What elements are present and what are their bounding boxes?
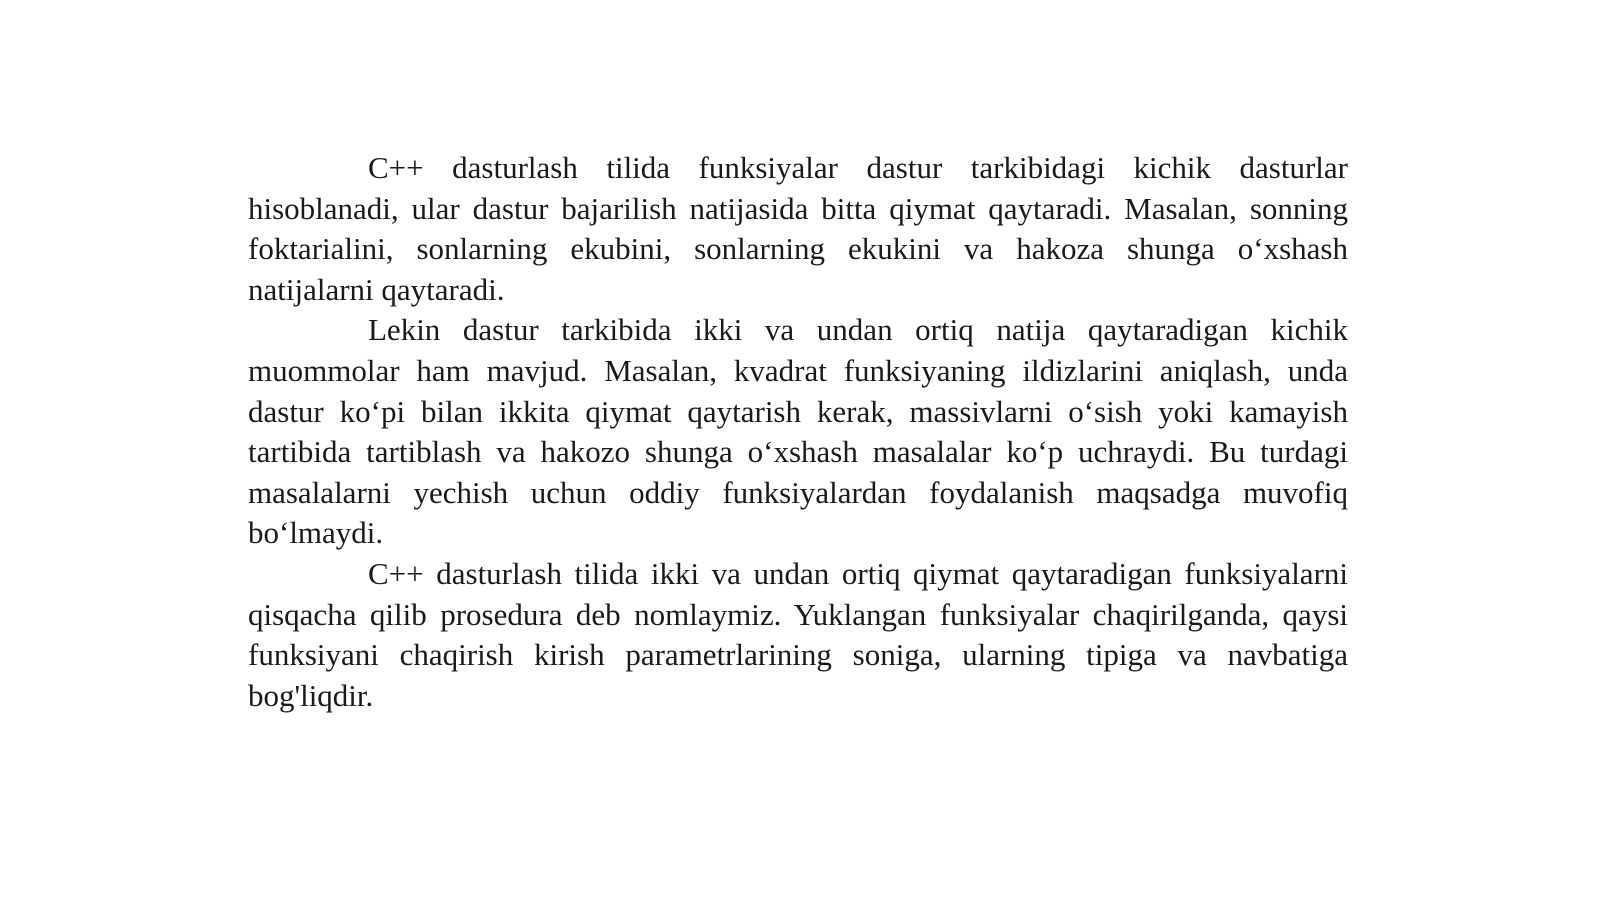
body-text	[248, 148, 1348, 716]
paragraph-1: C++ dasturlash tilida funksiyalar dastur tarkibidagi kichik dasturlar hisoblanadi, ular dastur bajarilish natijasida bitta qiymat qaytaradi. Masalan, sonning foktarialini, sonlarning ekubini, sonlarning ekukini va hakoza shunga o‘xshash natijalarni qaytaradi.	[248, 150, 1348, 307]
paragraph-2: Lekin dastur tarkibida ikki va undan ortiq natija qaytaradigan kichik muommolar ham mavjud. Masalan, kvadrat funksiyaning ildizlarini aniqlash, unda dastur ko‘pi bilan ikkita qiymat qaytarish kerak, massivlarni o‘sish yoki kamayish tartibida tartiblash va hakozo shunga o‘xshash masalalar ko‘p uchraydi. Bu turdagi masalalarni yechish uchun oddiy funksiyalardan foydalanish maqsadga muvofiq bo‘lmaydi.	[248, 312, 1348, 551]
paragraph-3: C++ dasturlash tilida ikki va undan ortiq qiymat qaytaradigan funksiyalarni qisqacha qilib prosedura deb nomlaymiz. Yuklangan funksiyalar chaqirilganda, qaysi funksiyani chaqirish kirish parametrlarining soniga, ularning tipiga va navbatiga bog'liqdir.	[248, 555, 1348, 713]
